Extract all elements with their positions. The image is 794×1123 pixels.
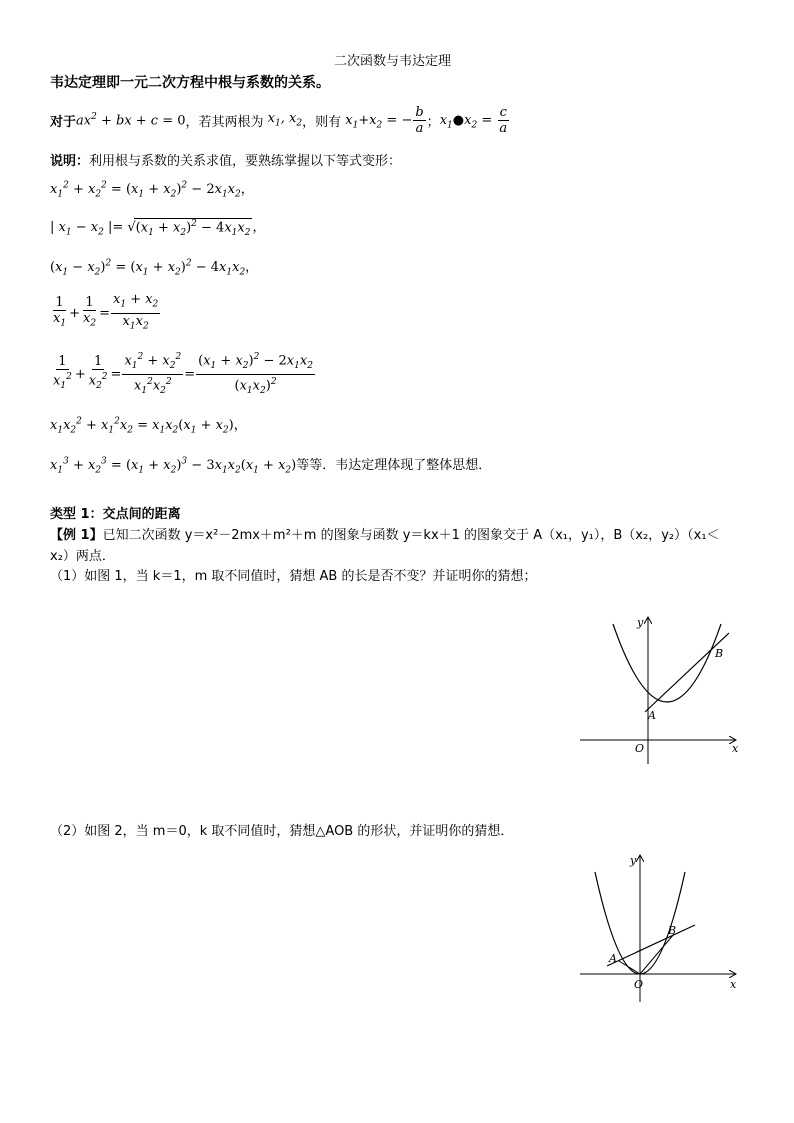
example1-line1 [50, 524, 720, 543]
explanation-line [50, 150, 401, 169]
roots-text: ，若其两根为 [185, 114, 264, 130]
fig2-label-o: O [634, 978, 644, 991]
page-title: 二次函数与韦达定理 [334, 54, 452, 69]
fig2-label-b: B [668, 924, 677, 937]
line-kx-plus-1 [645, 633, 729, 712]
dui-yu-label: 对于 [50, 114, 77, 130]
example1-line2: x₂）两点． [50, 549, 115, 564]
figure-2-graph [575, 850, 745, 1010]
segment-ob [640, 934, 674, 974]
fig1-label-x: x [732, 742, 739, 755]
product-formula: $x_1●x_2$ = $\frac{c}{a}$ [439, 104, 508, 136]
fig2-label-a: A [609, 952, 617, 965]
formula-difference-squared: $(x_1 - x_2)^2 = (x_1 + x_2)^2 - 4x_1x_2$， [50, 258, 259, 278]
then-text: ，则有 [302, 114, 342, 130]
segment-oa [619, 961, 640, 974]
formula-factor: $x_1x_2^2 + x_1^2x_2 = x_1x_2(x_1 + x_2)$， [50, 416, 247, 436]
explain-label: 说明： [50, 154, 90, 169]
type1-heading: 类型 1：交点间的距离 [50, 507, 181, 522]
roots-symbols: $x_1$, $x_2$ [263, 111, 303, 129]
fig1-label-y: y [637, 616, 644, 629]
figure-1-graph [575, 612, 745, 772]
fig2-label-x: x [730, 978, 737, 991]
intro-statement: 韦达定理即一元二次方程中根与系数的关系。 [50, 75, 330, 91]
fig1-label-a: A [648, 709, 656, 722]
fig1-label-o: O [635, 742, 645, 755]
vieta-statement [50, 100, 510, 140]
parabola-curve [613, 624, 724, 702]
quadratic-equation: $ax^2$ + bx + c = 0 [76, 111, 186, 129]
formula-tail: 等等．韦达定理体现了整体思想． [296, 458, 492, 473]
fig2-label-y: y [630, 854, 637, 867]
example-label: 【例 1】 [50, 528, 103, 543]
line-kx-plus-1 [607, 925, 695, 966]
question-2: （2）如图 2，当 m＝0，k 取不同值时，猜想△AOB 的形状，并证明你的猜想． [50, 824, 514, 839]
formula-reciprocal-squares: $\frac{1}{x_1^2}$ + $\frac{1}{x_2^2}$ = $\frac{x_1^2 + x_2^2}{x_1^2x_2^2}$ = $\frac{(x_1 + x_2)^2 - 2x_1x_2}{(x_1x_2)^2}$ [53, 352, 313, 396]
question-1: （1）如图 1，当 k＝1，m 取不同值时，猜想 AB 的长是否不变？并证明你的猜想； [50, 569, 537, 584]
semicolon: ； [426, 114, 440, 130]
fig1-label-b: B [715, 647, 724, 660]
explain-text: 利用根与系数的关系求值，要熟练掌握以下等式变形： [89, 154, 402, 169]
formula-sum-of-squares: $x_1^2 + x_2^2 = (x_1 + x_2)^2 - 2x_1x_2$， [50, 180, 254, 200]
formula-sum-of-cubes: $x_1^3 + x_2^3 = (x_1 + x_2)^3 - 3x_1x_2(x_1 + x_2)$等等．韦达定理体现了整体思想． [50, 456, 492, 476]
example-text-1: 已知二次函数 y＝x²－2mx＋m²＋m 的图象与函数 y＝kx＋1 的图象交于 A（x₁，y₁），B（x₂，y₂）（x₁＜ [102, 528, 720, 543]
formula-reciprocal-sum: $\frac{1}{x_1}$ + $\frac{1}{x_2}$ = $\frac{x_1 + x_2}{x_1x_2}$ [53, 292, 159, 332]
sum-formula: $x_1+x_2$ = − $\frac{b}{a}$ [341, 104, 424, 136]
formula-abs-difference: | $x_1 - x_2$ |= $√(x_1 + x_2)^2 - 4x_1x_2$ ， [50, 218, 266, 238]
